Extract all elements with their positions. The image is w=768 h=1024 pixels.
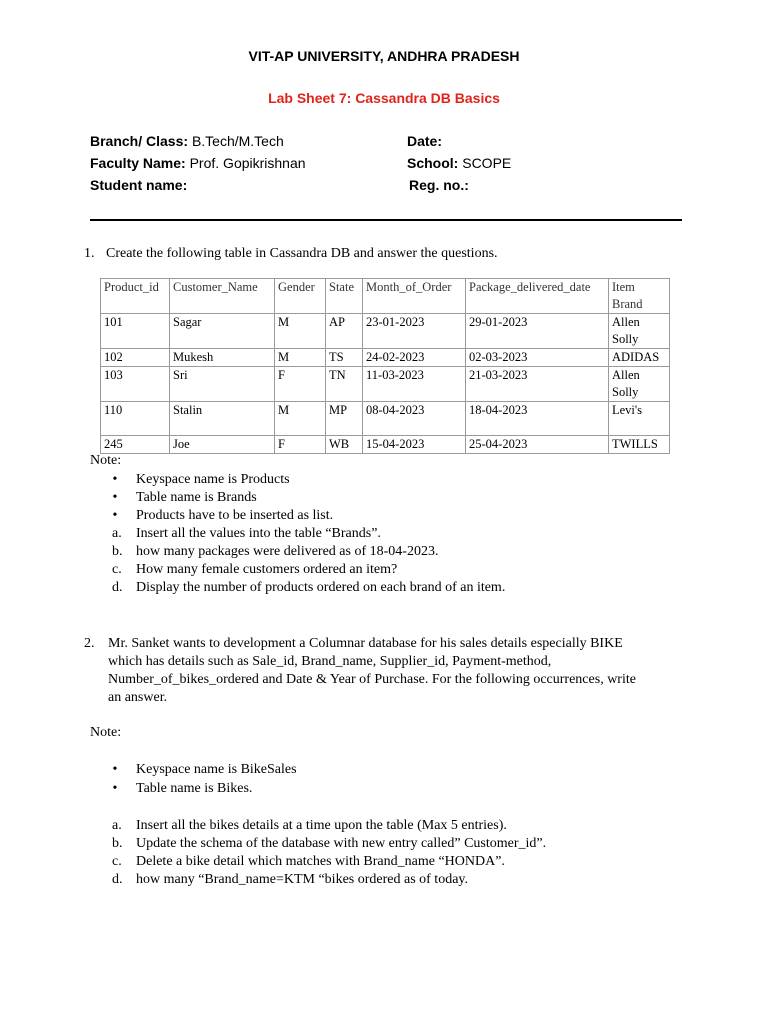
table-cell: 102	[101, 349, 170, 367]
task-text: Delete a bike detail which matches with Brand_name “HONDA”.	[136, 854, 505, 869]
table-cell: 103	[101, 367, 170, 402]
table-cell: TS	[326, 349, 363, 367]
table-cell: 101	[101, 314, 170, 349]
task-text: How many female customers ordered an item?	[136, 562, 398, 577]
q2-line	[84, 671, 704, 689]
table-header-cell: Month_of_Order	[363, 279, 466, 314]
faculty-value: Prof. Gopikrishnan	[189, 155, 306, 171]
list-item	[108, 853, 728, 871]
table-cell: 29-01-2023	[466, 314, 609, 349]
table-row	[101, 314, 670, 349]
q2-line-text: Mr. Sanket wants to development a Columnar database for his sales details especially BIKE	[108, 636, 623, 651]
table-cell: 02-03-2023	[466, 349, 609, 367]
reg-label: Reg. no.:	[409, 177, 469, 193]
table-header-cell: Gender	[275, 279, 326, 314]
table-row	[101, 367, 670, 402]
table-cell: M	[275, 314, 326, 349]
table-cell: 245	[101, 436, 170, 454]
list-item	[108, 579, 708, 597]
list-item	[108, 761, 708, 780]
q2-line	[84, 635, 704, 653]
q2-bullet-list	[108, 761, 708, 799]
bullet-icon: •	[112, 762, 118, 777]
q2-task-list	[108, 817, 728, 889]
table-cell: M	[275, 349, 326, 367]
bullet-text: Keyspace name is BikeSales	[136, 762, 297, 777]
table-cell: Sri	[170, 367, 275, 402]
table-cell: Allen Solly	[609, 314, 670, 349]
task-text: Update the schema of the database with new entry called” Customer_id”.	[136, 836, 547, 851]
table-cell: Mukesh	[170, 349, 275, 367]
q2-note-label: Note:	[90, 725, 122, 740]
bullet-icon: •	[112, 781, 118, 796]
table-row	[101, 349, 670, 367]
table-cell: 11-03-2023	[363, 367, 466, 402]
table-cell: 25-04-2023	[466, 436, 609, 454]
table-header-cell: State	[326, 279, 363, 314]
bullet-icon: •	[112, 472, 118, 487]
list-item	[108, 817, 728, 835]
task-label: d.	[112, 872, 123, 887]
list-item	[108, 561, 708, 579]
task-label: d.	[112, 580, 123, 595]
table-cell: F	[275, 436, 326, 454]
table-cell: F	[275, 367, 326, 402]
table-cell: Joe	[170, 436, 275, 454]
table-cell: ADIDAS	[609, 349, 670, 367]
q2-line-text: an answer.	[108, 690, 168, 705]
list-item	[108, 835, 728, 853]
bullet-icon: •	[112, 490, 118, 505]
table-cell: Sagar	[170, 314, 275, 349]
table-cell: Levi's	[609, 402, 670, 436]
q2-line-text: which has details such as Sale_id, Brand_name, Supplier_id, Payment-method,	[108, 654, 552, 669]
table-header-cell: Package_delivered_date	[466, 279, 609, 314]
task-label: a.	[112, 818, 122, 833]
university-title: VIT-AP UNIVERSITY, ANDHRA PRADESH	[248, 48, 520, 64]
list-item	[108, 507, 708, 525]
table-cell: Allen Solly	[609, 367, 670, 402]
table-header-cell: Customer_Name	[170, 279, 275, 314]
school-line	[407, 155, 511, 171]
task-label: a.	[112, 526, 122, 541]
q2-line	[84, 689, 704, 707]
bullet-text: Products have to be inserted as list.	[136, 508, 334, 523]
q1-heading	[84, 245, 498, 263]
table-header-cell: Item Brand	[609, 279, 670, 314]
table-cell: TWILLS	[609, 436, 670, 454]
table-row	[101, 402, 670, 436]
reg-line	[409, 177, 469, 193]
table-cell: 110	[101, 402, 170, 436]
table-cell: 08-04-2023	[363, 402, 466, 436]
list-item	[108, 543, 708, 561]
faculty-label: Faculty Name:	[90, 155, 186, 171]
q1-bullet-list	[108, 471, 708, 597]
faculty-line	[90, 155, 306, 171]
table-cell: TN	[326, 367, 363, 402]
list-item	[108, 471, 708, 489]
q2-line	[84, 653, 704, 671]
table-cell: M	[275, 402, 326, 436]
task-label: c.	[112, 854, 122, 869]
q2-paragraph	[84, 635, 704, 707]
table-cell: 24-02-2023	[363, 349, 466, 367]
task-text: how many “Brand_name=KTM “bikes ordered as of today.	[136, 872, 469, 887]
table-cell: MP	[326, 402, 363, 436]
list-item	[108, 525, 708, 543]
q2-line-text: Number_of_bikes_ordered and Date & Year of Purchase. For the following occurrences, write	[108, 672, 636, 687]
table-row	[101, 436, 670, 454]
table-cell: 23-01-2023	[363, 314, 466, 349]
task-label: c.	[112, 562, 122, 577]
table-cell: 15-04-2023	[363, 436, 466, 454]
task-label: b.	[112, 836, 123, 851]
table-cell: 21-03-2023	[466, 367, 609, 402]
divider	[90, 219, 682, 221]
task-text: Insert all the values into the table “Brands”.	[136, 526, 381, 541]
task-text: how many packages were delivered as of 18-04-2023.	[136, 544, 439, 559]
student-line	[90, 177, 187, 193]
list-item	[108, 780, 708, 799]
table-cell: 18-04-2023	[466, 402, 609, 436]
table-cell: AP	[326, 314, 363, 349]
task-label: b.	[112, 544, 123, 559]
q1-text: Create the following table in Cassandra DB and answer the questions.	[106, 246, 498, 261]
task-text: Display the number of products ordered on each brand of an item.	[136, 580, 506, 595]
bullet-text: Table name is Bikes.	[136, 781, 253, 796]
q1-number: 1.	[84, 246, 95, 261]
date-label: Date:	[407, 133, 443, 149]
list-item	[108, 871, 728, 889]
school-value: SCOPE	[462, 155, 512, 171]
orders-table	[100, 278, 670, 454]
table-header-cell: Product_id	[101, 279, 170, 314]
table-header-row	[101, 279, 670, 314]
bullet-text: Table name is Brands	[136, 490, 257, 505]
lab-sheet-title: Lab Sheet 7: Cassandra DB Basics	[268, 90, 500, 106]
date-line	[407, 133, 442, 149]
branch-value: B.Tech/M.Tech	[191, 133, 284, 149]
q2-number: 2.	[84, 636, 95, 651]
task-text: Insert all the bikes details at a time upon the table (Max 5 entries).	[136, 818, 507, 833]
list-item	[108, 489, 708, 507]
student-label: Student name:	[90, 177, 188, 193]
table-cell: Stalin	[170, 402, 275, 436]
branch-label: Branch/ Class:	[90, 133, 189, 149]
bullet-text: Keyspace name is Products	[136, 472, 290, 487]
bullet-icon: •	[112, 508, 118, 523]
school-label: School:	[407, 155, 459, 171]
branch-line	[90, 133, 284, 149]
table-cell: WB	[326, 436, 363, 454]
q1-note-label: Note:	[90, 453, 122, 468]
